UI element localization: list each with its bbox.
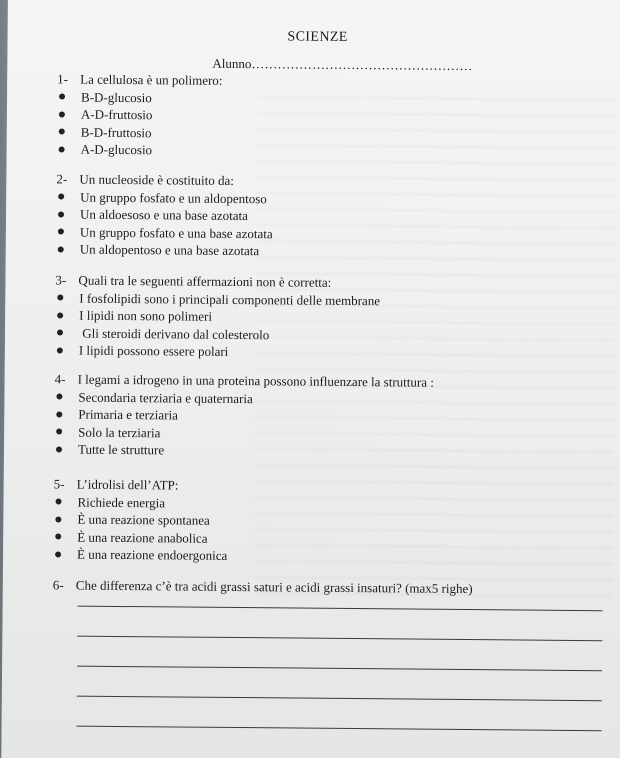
bullet-icon <box>55 551 61 557</box>
option-label: A-D-glucosio <box>80 141 153 158</box>
option-label: È una reazione spontanea <box>77 511 210 528</box>
option-label: B-D-glucosio <box>81 89 152 105</box>
bullet-icon <box>56 394 62 400</box>
option-label: Solo la terziaria <box>78 424 161 440</box>
bullet-icon <box>59 111 65 117</box>
answer-writing-lines <box>76 606 602 758</box>
option-label: B-D-fruttosio <box>80 124 152 140</box>
question-text: La cellulosa è un polimero: <box>80 71 223 88</box>
option-label: Un gruppo fosfato e una base azotata <box>79 224 273 241</box>
bullet-icon <box>57 295 63 301</box>
option-label: È una reazione endoergonica <box>77 546 228 563</box>
bullet-icon <box>56 446 62 452</box>
question-number: 6- <box>52 577 64 593</box>
option-label: Richiede energia <box>77 494 166 510</box>
bullet-icon <box>59 146 65 152</box>
question-number: 3- <box>55 272 67 288</box>
answer-option <box>56 223 273 242</box>
answer-option <box>57 123 222 142</box>
option-label: A-D-fruttosio <box>80 106 153 123</box>
question-2 <box>56 170 274 259</box>
answer-option <box>57 105 222 124</box>
bullet-icon <box>57 330 63 336</box>
bullet-icon <box>59 129 65 135</box>
question-number: 1- <box>57 71 69 87</box>
question-4 <box>54 370 434 461</box>
bullet-icon <box>56 499 62 505</box>
answer-option <box>57 88 222 107</box>
answer-option <box>54 440 433 461</box>
question-3 <box>55 271 380 361</box>
question-number: 5- <box>53 476 65 492</box>
worksheet-page <box>1 0 620 758</box>
option-label: Gli steroidi derivano dal colesterolo <box>78 325 270 342</box>
option-label: I lipidi possono essere polari <box>78 342 229 359</box>
answer-line <box>78 606 603 612</box>
bullet-icon <box>56 411 62 417</box>
question-text: I legami a idrogeno in una proteina possono influenzare la struttura : <box>77 371 434 390</box>
student-name-field: Alunno…………………………………………… <box>212 55 473 74</box>
question-header <box>57 70 222 89</box>
bullet-icon <box>58 194 64 200</box>
option-label: Primaria e terziaria <box>78 406 178 423</box>
question-number: 4- <box>54 371 66 387</box>
answer-line <box>77 726 602 732</box>
answer-option <box>56 205 273 224</box>
answer-option <box>53 493 227 512</box>
bullet-icon <box>59 94 65 100</box>
bullet-icon <box>55 516 61 522</box>
bullet-icon <box>58 229 64 235</box>
answer-option <box>53 528 227 547</box>
bullet-icon <box>57 312 63 318</box>
question-5 <box>53 475 228 564</box>
answer-option <box>56 240 273 259</box>
option-label: Un aldopentoso e una base azotata <box>79 241 260 259</box>
answer-option <box>55 341 380 361</box>
page-title: SCIENZE <box>287 29 348 45</box>
question-number: 2- <box>56 171 68 187</box>
question-6 <box>53 576 473 597</box>
answer-option <box>53 545 227 564</box>
option-label: I lipidi non sono polimeri <box>79 307 213 324</box>
bullet-icon <box>58 246 64 252</box>
question-header <box>54 475 228 494</box>
question-text: Un nucleoside è costituito da: <box>79 171 234 188</box>
question-text: Quali tra le seguenti affermazioni non è corretta: <box>78 272 332 290</box>
answer-option <box>57 140 222 159</box>
question-header <box>56 170 273 189</box>
answer-option <box>56 188 273 207</box>
question-1 <box>57 70 223 159</box>
bullet-icon <box>57 347 63 353</box>
question-header <box>53 576 473 597</box>
option-label: Un gruppo fosfato e un aldopentoso <box>80 189 267 206</box>
answer-line <box>77 696 602 702</box>
option-label: Tutte le strutture <box>77 441 165 458</box>
option-label: Secondaria terziaria e quaternaria <box>78 389 253 406</box>
answer-option <box>53 510 227 529</box>
option-label: I fosfolipidi sono i principali componenti delle membrane <box>79 290 381 308</box>
question-text: L’idrolisi dell’ATP: <box>76 476 179 493</box>
bullet-icon <box>58 211 64 217</box>
question-text: Che differenza c’è tra acidi grassi saturi e acidi grassi insaturi? (max5 righe) <box>75 577 473 597</box>
option-label: È una reazione anabolica <box>77 529 208 546</box>
bullet-icon <box>55 534 61 540</box>
answer-line <box>77 636 602 642</box>
bullet-icon <box>56 429 62 435</box>
answer-line <box>77 666 602 672</box>
option-label: Un aldoesoso e una base azotata <box>79 206 248 224</box>
